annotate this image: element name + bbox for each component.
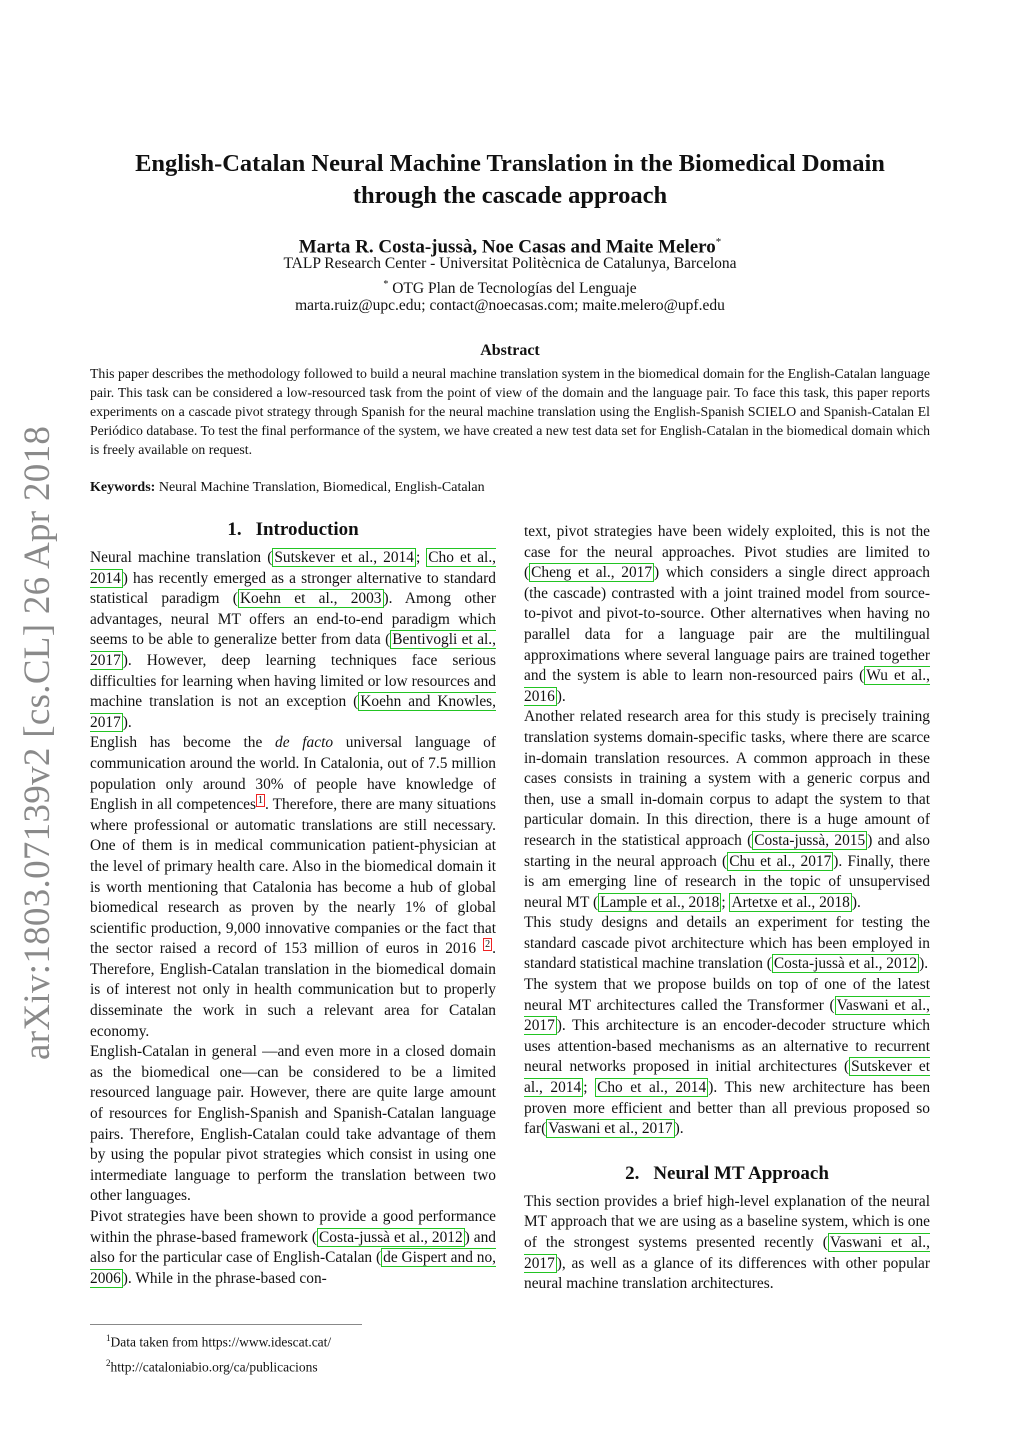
footnote-ref-1[interactable]: 1 <box>257 795 263 806</box>
text: . Therefore, English-Catalan translation in the biomedical domain is of interest not only in health communication but to properly disseminate the work in such a relevant area for Catalan economy. <box>90 940 496 1040</box>
title-line-2: through the cascade approach <box>352 182 668 209</box>
abstract-body: This paper describes the methodology followed to build a neural machine translation system in the biomedical domain for the English-Catalan language pair. This task can be considered a low-resourced task from the point of view of the domain and the language pair. To face this task, this paper reports experiments on a cascade pivot strategy through Spanish for the neural machine translation using the English-Spanish SCIELO and Spanish-Catalan El Periódico database. To test the final performance of the system, we have created a new test data set for English-Catalan in the biomedical domain which is freely available on request. <box>90 366 930 457</box>
affiliation-1: TALP Research Center - Universitat Politècnica de Catalunya, Barcelona <box>283 255 737 272</box>
footnote-1 <box>106 1328 506 1353</box>
text: ). <box>851 893 861 911</box>
arxiv-identifier: arXiv:1803.07139v2 [cs.CL] 26 Apr 2018 <box>17 425 58 1060</box>
affiliation-mark: * <box>383 279 389 290</box>
citation-link[interactable]: Costa-jussà, 2015 <box>754 831 866 849</box>
text: ). Finally, there is am emerging line of research in the topic of unsupervised neural MT ( <box>524 852 930 911</box>
citation-link[interactable]: Lample et al., 2018 <box>600 893 720 911</box>
paragraph-intro-4-continued <box>524 522 930 707</box>
text: ; <box>415 549 427 566</box>
citation-link[interactable]: Vaswani et al., 2017 <box>548 1120 673 1138</box>
citation-link[interactable]: de Gispert and no, 2006 <box>90 1249 496 1287</box>
citation-link[interactable]: Bentivogli et al., 2017 <box>90 631 496 669</box>
author-emails[interactable]: marta.ruiz@upc.edu; contact@noecasas.com; maite.melero@upf.edu <box>295 297 725 314</box>
footnote-text: http://cataloniabio.org/ca/publicacions <box>110 1359 318 1374</box>
text: Pivot strategies have been shown to provide a good performance within the phrase-based framework ( <box>90 1208 496 1246</box>
paper-title <box>100 148 920 212</box>
paragraph-intro-3: English-Catalan in general —and even more in a closed domain as the biomedical one—can be considered to be a limited resourced language pair. However, there are quite large amount of resources for English-Spanish and Spanish-Catalan language pairs. Therefore, English-Catalan could take advantage of them by using the popular pivot strategies which consist in using one intermediate language to perform the translation between two other languages. <box>90 1043 496 1205</box>
citation-link[interactable]: Costa-jussà et al., 2012 <box>773 955 918 973</box>
citation-link[interactable]: Vaswani et al., 2017 <box>524 1234 930 1272</box>
text: ). <box>919 955 929 973</box>
citation-link[interactable]: Chu et al., 2017 <box>729 852 832 870</box>
section-heading-neural-mt <box>524 1162 930 1186</box>
citation-link[interactable]: Vaswani et al., 2017 <box>524 996 930 1035</box>
text: This study designs and details an experiment for testing the standard cascade pivot architecture which has been employed in standard statistical machine translation ( <box>524 914 930 973</box>
text: Neural machine translation ( <box>90 549 273 566</box>
paragraph-intro-2 <box>90 733 496 1042</box>
citation-link[interactable]: Cho et al., 2014 <box>597 1079 707 1097</box>
section-title: Introduction <box>255 519 359 540</box>
author-mark: * <box>715 236 722 248</box>
footnote-number: 1 <box>106 1333 111 1343</box>
text: English has become the <box>90 734 276 752</box>
text: The system that we propose builds on top of one of the latest neural MT architectures called the Transformer ( <box>524 976 930 1014</box>
text: This section provides a brief high-level explanation of the neural MT approach that we are using as a baseline system, which is one of the strongest systems presented recently ( <box>524 1192 930 1251</box>
section-number: 1. <box>227 519 242 540</box>
keywords <box>90 478 930 497</box>
section-title: Neural MT Approach <box>653 1162 829 1184</box>
section-heading-introduction <box>90 518 496 542</box>
text: . Therefore, there are many situations where professional or automatic translations are still necessary. One of them is in medical communication patient-physician at the level of primary health care. Also in the biomedical domain it is worth mentioning that Catalonia has become a hub of global biomedical research as proven by the nearly 1% of global scientific production, 9,000 innovative companies or the fact that the sector raised a record of 153 million of euros in 2016 <box>90 796 496 958</box>
text: ; <box>583 1079 596 1097</box>
citation-link[interactable]: Wu et al., 2016 <box>524 667 930 705</box>
paragraph-intro-7 <box>524 975 930 1140</box>
citation-link[interactable]: Koehn et al., 2003 <box>239 590 382 608</box>
text: ). <box>674 1120 684 1138</box>
citation-link[interactable]: Cho et al., 2014 <box>90 549 497 587</box>
abstract-heading: Abstract <box>480 342 540 359</box>
citation-link[interactable]: Artetxe et al., 2018 <box>731 893 850 911</box>
text: ) which considers a single direct approach (the cascade) contrasted with a joint trained model from source-to-pivot and pivot-to-source. Other alternatives when having no parallel data for a language pair are the multilingual approximations where several language pairs are trained together and the system is able to learn non-resourced pairs ( <box>524 564 930 685</box>
text: ). However, deep learning techniques face serious difficulties for learning when having limited or low resources and machine translation is not an exception ( <box>90 651 496 711</box>
footnote-2 <box>106 1353 506 1378</box>
citation-link[interactable]: Koehn and Knowles, 2017 <box>90 693 496 731</box>
author-names: Marta R. Costa-jussà, Noe Casas and Maite Melero <box>298 236 716 258</box>
text: ). This architecture is an encoder-decoder structure which uses attention-based mechanisms as an alternative to recurrent neural networks proposed in initial architectures ( <box>524 1017 930 1076</box>
text: text, pivot strategies have been widely exploited, this is not the case for the neural approaches. Pivot studies are limited to ( <box>524 523 930 582</box>
affiliation-2-text: OTG Plan de Tecnologías del Lenguaje <box>392 280 637 298</box>
keywords-list: Neural Machine Translation, Biomedical, English-Catalan <box>158 480 485 495</box>
footnote-ref-2[interactable]: 2 <box>485 939 491 951</box>
citation-link[interactable]: Costa-jussà et al., 2012 <box>319 1228 463 1246</box>
footnote-text: Data taken from https://www.idescat.cat/ <box>110 1334 332 1350</box>
paragraph-intro-1 <box>90 548 496 733</box>
paragraph-intro-6 <box>524 913 930 975</box>
right-column <box>524 522 930 1295</box>
emphasis: de facto <box>275 734 334 752</box>
text: ). While in the phrase-based con- <box>122 1269 327 1287</box>
text: universal language of communication around the world. In Catalonia, out of 7.5 million population only around 30% of people have knowledge of English in all competences <box>90 734 496 814</box>
footnote-number: 2 <box>106 1357 111 1368</box>
text: ), as well as a glance of its differences with other popular neural machine translation architectures. <box>524 1254 930 1293</box>
text: ) has recently emerged as a stronger alternative to standard statistical paradigm ( <box>90 569 496 608</box>
text: ). Among other advantages, neural MT offers an end-to-end paradigm which seems to be able to generalize better from data ( <box>90 590 496 649</box>
keywords-label: Keywords: <box>90 480 156 495</box>
citation-link[interactable]: Cheng et al., 2017 <box>531 564 653 582</box>
footnotes <box>106 1328 506 1377</box>
text: ) and also starting in the neural approach ( <box>524 831 930 870</box>
citation-link[interactable]: Sutskever et al., 2014 <box>274 549 414 566</box>
text: ). <box>556 687 566 705</box>
text: ). <box>122 713 132 731</box>
text: ; <box>721 893 730 911</box>
section-number: 2. <box>625 1162 640 1184</box>
footnote-rule <box>90 1324 362 1325</box>
left-column <box>90 518 496 1289</box>
title-line-1: English-Catalan Neural Machine Translation in the Biomedical Domain <box>135 150 885 177</box>
text: Another related research area for this study is precisely training translation systems domain-specific tasks, where there are scarce in-domain translation resources. A common approach in these cases consists in training a system with a generic corpus and then, use a small in-domain corpus to adapt the system to that particular domain. In this direction, there is a huge amount of research in the statistical approach ( <box>524 708 930 849</box>
text: ) and also for the particular case of English-Catalan ( <box>90 1228 496 1267</box>
paragraph-neural-mt-1 <box>524 1192 930 1295</box>
paragraph-intro-4 <box>90 1207 496 1289</box>
citation-link[interactable]: Sutskever et al., 2014 <box>524 1058 930 1097</box>
paragraph-intro-5 <box>524 707 930 913</box>
text: ). This new architecture has been proven more efficient and better than all previous proposed so far( <box>524 1079 931 1138</box>
